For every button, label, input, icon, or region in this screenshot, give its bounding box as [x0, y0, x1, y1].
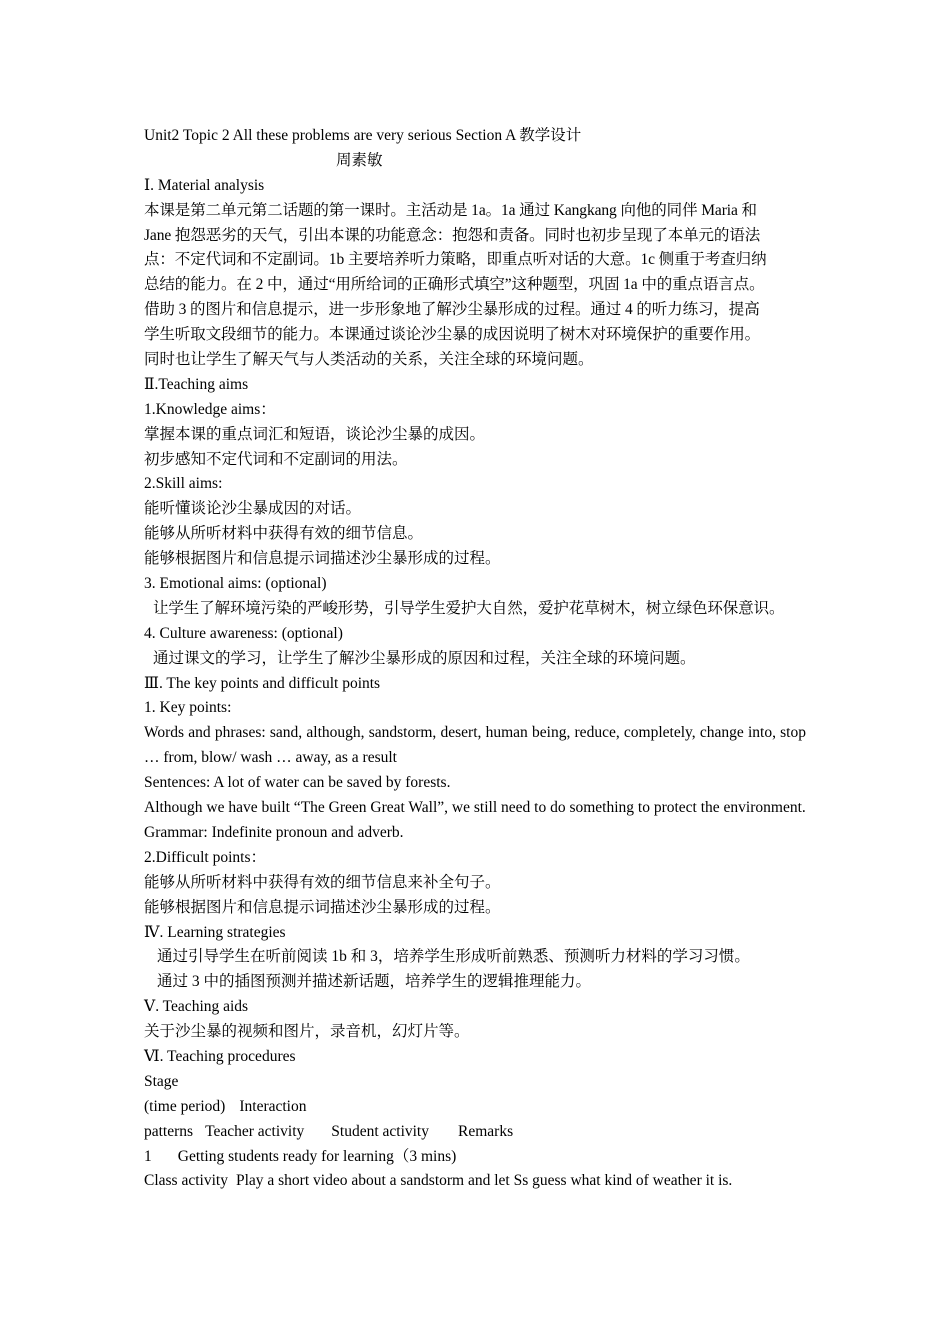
- table-header-row: [144, 1095, 806, 1120]
- list-item: 通过引导学生在听前阅读 1b 和 3，培养学生形成听前熟悉、预测听力材料的学习习惯。: [157, 948, 750, 966]
- document-title: Unit2 Topic 2 All these problems are very serious Section A 教学设计: [144, 127, 582, 144]
- paragraph-line: 借助 3 的图片和信息提示，进一步形象地了解沙尘暴形成的过程。通过 4 的听力练习，提高: [144, 301, 760, 319]
- document-body: [144, 124, 806, 1194]
- list-item: 能听懂谈论沙尘暴成因的对话。: [144, 500, 362, 518]
- paragraph-line: Jane 抱怨恶劣的天气，引出本课的功能意念：抱怨和责备。同时也初步呈现了本单元的语法: [144, 226, 761, 244]
- table-header-stage: Stage: [144, 1072, 179, 1090]
- list-item: 能够根据图片和信息提示词描述沙尘暴形成的过程。: [144, 550, 501, 568]
- table-row: [144, 1169, 806, 1194]
- key-sentence: Sentences: A lot of water can be saved by forests.: [144, 774, 451, 792]
- list-item: 通过 3 中的插图预测并描述新话题，培养学生的逻辑推理能力。: [157, 973, 592, 991]
- section-heading-teaching-procedures: Ⅵ. Teaching procedures: [144, 1048, 296, 1065]
- section-heading-learning-strategies: Ⅳ. Learning strategies: [144, 923, 286, 941]
- subheading-emotional-aims: 3. Emotional aims: (optional): [144, 575, 327, 593]
- author-name: 周素敏: [336, 151, 383, 169]
- section-heading-teaching-aims: Ⅱ.Teaching aims: [144, 375, 249, 393]
- subheading-skill-aims: 2.Skill aims:: [144, 475, 223, 493]
- table-header-teacher-activity: Teacher activity: [205, 1122, 305, 1140]
- list-item: 能够从所听材料中获得有效的细节信息。: [144, 525, 424, 543]
- stage-number: 1: [144, 1147, 152, 1165]
- list-item: 让学生了解环境污染的严峻形势，引导学生爱护大自然，爱护花草树木，树立绿色环保意识。: [153, 599, 785, 617]
- table-header-interaction: Interaction: [239, 1097, 307, 1115]
- table-header-remarks: Remarks: [458, 1122, 514, 1140]
- table-header-student-activity: Student activity: [331, 1122, 429, 1140]
- paragraph-line: 关于沙尘暴的视频和图片，录音机，幻灯片等。: [144, 1023, 470, 1041]
- list-item: 通过课文的学习，让学生了解沙尘暴形成的原因和过程，关注全球的环境问题。: [153, 649, 696, 667]
- paragraph-line: 同时也让学生了解天气与人类活动的关系，关注全球的环境问题。: [144, 351, 594, 369]
- stage-title: Getting students ready for learning（3 mins): [177, 1147, 457, 1165]
- table-row: [144, 1145, 806, 1170]
- subheading-key-points: 1. Key points:: [144, 699, 232, 717]
- subheading-knowledge-aims: 1.Knowledge aims：: [144, 400, 276, 418]
- list-item: 初步感知不定代词和不定副词的用法。: [144, 450, 408, 468]
- section-heading-teaching-aids: Ⅴ. Teaching aids: [144, 998, 249, 1016]
- interaction-pattern: Class activity: [144, 1172, 228, 1190]
- key-grammar: Grammar: Indefinite pronoun and adverb.: [144, 823, 404, 841]
- paragraph-line: 本课是第二单元第二话题的第一课时。主活动是 1a。1a 通过 Kangkang 向他的同伴 Maria 和: [144, 201, 757, 219]
- subheading-difficult-points: 2.Difficult points：: [144, 848, 266, 866]
- paragraph-line: 学生听取文段细节的能力。本课通过谈论沙尘暴的成因说明了树木对环境保护的重要作用。: [144, 326, 761, 344]
- table-header-patterns: patterns: [144, 1122, 194, 1140]
- key-words-phrases: Words and phrases: sand, although, sandstorm, desert, human being, reduce, completely, change into, stop … from, blow/ wash … away, as a result: [144, 724, 806, 767]
- teacher-activity-text: Play a short video about a sandstorm and let Ss guess what kind of weather it is.: [235, 1172, 733, 1190]
- section-heading-material-analysis: Ⅰ. Material analysis: [144, 176, 265, 194]
- key-sentence: Although we have built “The Green Great Wall”, we still need to do something to protect the environment.: [144, 799, 806, 817]
- list-item: 能够从所听材料中获得有效的细节信息来补全句子。: [144, 873, 501, 891]
- list-item: 能够根据图片和信息提示词描述沙尘暴形成的过程。: [144, 898, 501, 916]
- list-item: 掌握本课的重点词汇和短语，谈论沙尘暴的成因。: [144, 425, 486, 443]
- table-header-row: [144, 1120, 806, 1145]
- table-header-time-period: (time period): [144, 1097, 226, 1115]
- section-heading-key-points: Ⅲ. The key points and difficult points: [144, 674, 381, 692]
- paragraph-line: 总结的能力。在 2 中，通过“用所给词的正确形式填空”这种题型，巩固 1a 中的重点语言点。: [144, 276, 765, 294]
- subheading-culture-awareness: 4. Culture awareness: (optional): [144, 624, 343, 642]
- paragraph-line: 点：不定代词和不定副词。1b 主要培养听力策略，即重点听对话的大意。1c 侧重于考查归纳: [144, 251, 767, 269]
